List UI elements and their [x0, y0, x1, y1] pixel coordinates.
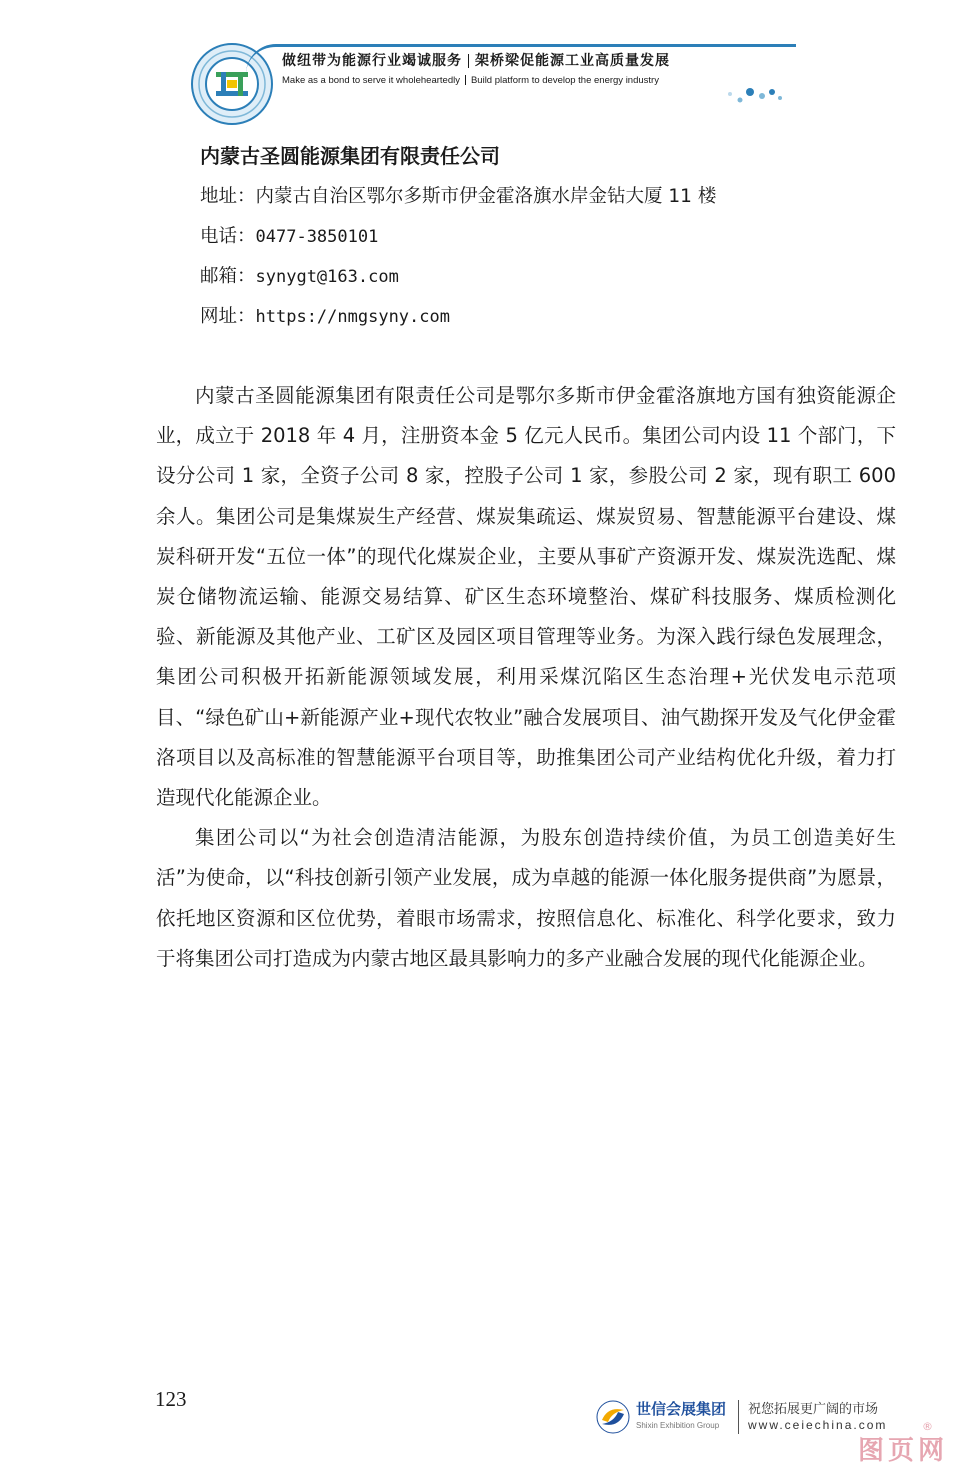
brand-name-en: Shixin Exhibition Group: [636, 1421, 720, 1430]
slogan-en-divider: [465, 75, 466, 85]
brand-url[interactable]: www.ceiechina.com: [748, 1418, 888, 1432]
address-label: 地址：: [200, 186, 256, 207]
address-line: [200, 182, 716, 208]
slogan-en-left: Make as a bond to serve it wholeheartedly: [282, 75, 460, 86]
website-label: 网址：: [200, 306, 256, 327]
slogan-left: 做纽带为能源行业竭诚服务: [282, 53, 462, 69]
page-header: [190, 38, 790, 108]
decorative-dots-icon: [680, 86, 790, 108]
slogan-right: 架桥梁促能源工业高质量发展: [475, 53, 670, 69]
email-line: [200, 262, 399, 288]
email-label: 邮箱：: [200, 266, 256, 287]
footer-brand: [596, 1396, 896, 1442]
address-value: 内蒙古自治区鄂尔多斯市伊金霍洛旗水岸金钻大厦 11 楼: [255, 186, 717, 207]
brand-name: 世信会展集团: [636, 1400, 727, 1418]
phone-line: [200, 222, 378, 248]
brand-logo-icon: [596, 1400, 630, 1434]
company-name: 内蒙古圣圆能源集团有限责任公司: [200, 144, 500, 168]
brand-divider: [738, 1400, 739, 1434]
website-link[interactable]: https://nmgsyny.com: [255, 307, 450, 327]
phone-label: 电话：: [200, 226, 256, 247]
website-line: [200, 302, 450, 328]
header-slogan: [282, 50, 670, 70]
watermark: 图页网: [858, 1436, 949, 1466]
page-number: 123: [155, 1387, 187, 1411]
header-slogan-en: [282, 75, 659, 86]
registered-mark: ®: [922, 1420, 933, 1433]
slogan-en-right: Build platform to develop the energy industry: [470, 75, 659, 86]
slogan-divider: [468, 54, 469, 68]
paragraph-1: 内蒙古圣圆能源集团有限责任公司是鄂尔多斯市伊金霍洛旗地方国有独资能源企业，成立于 2018 年 4 月，注册资本金 5 亿元人民币。集团公司内设 11 个部门，下设分公司 1 家，全资子公司 8 家，控股子公司 1 家，参股公司 2 家，现有职工 600 余人。集团公司是集煤炭生产经营、煤炭集疏运、煤炭贸易、智慧能源平台建设、煤炭科研开发“五位一体”的现代化煤炭企业，主要从事矿产资源开发、煤炭洗选配、煤炭仓储物流运输、能源交易结算、矿区生态环境整治、煤矿科技服务、煤质检测化验、新能源及其他产业、工矿区及园区项目管理等业务。为深入践行绿色发展理念，集团公司积极开拓新能源领域发展，利用采煤沉陷区生态治理+光伏发电示范项目、“绿色矿山+新能源产业+现代农牧业”融合发展项目、油气勘探开发及气化伊金霍洛项目以及高标准的智慧能源平台项目等，助推集团公司产业结构优化升级，着力打造现代化能源企业。: [156, 384, 896, 810]
phone-value: 0477-3850101: [255, 227, 379, 247]
brand-tagline: 祝您拓展更广阔的市场: [748, 1402, 879, 1417]
email-value[interactable]: synygt@163.com: [255, 267, 399, 287]
paragraph-2: 集团公司以“为社会创造清洁能源，为股东创造持续价值，为员工创造美好生活”为使命，以“科技创新引领产业发展，成为卓越的能源一体化服务提供商”为愿景，依托地区资源和区位优势，着眼市场需求，按照信息化、标准化、科学化要求，致力于将集团公司打造成为内蒙古地区最具影响力的多产业融合发展的现代化能源企业。: [156, 826, 896, 970]
company-description: [156, 376, 896, 979]
